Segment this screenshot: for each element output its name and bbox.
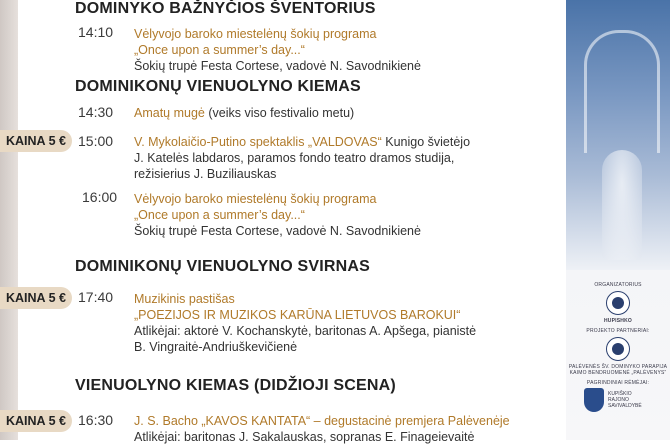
event-title: Vėlyvojo baroko miestelėnų šokių programa	[134, 27, 377, 41]
event-time: 15:00	[78, 133, 114, 149]
support-label: PAGRINDINIAI RĖMĖJAI:	[586, 380, 650, 386]
event-performers-cont: B. Vingraitė-Andriuškevičienė	[134, 340, 298, 354]
event-time: 17:40	[78, 289, 114, 305]
section-title: DOMINIKONŲ VIENUOLYNO KIEMAS	[75, 78, 361, 95]
sidebar-panel	[566, 0, 670, 440]
event-performer: J. Katelės labdaros, paramos fondo teatro dramos studija,	[134, 151, 455, 165]
arch-decoration	[584, 30, 660, 153]
sponsor-municipality: KUPIŠKIO RAJONO SAVIVALDYBĖ	[608, 391, 642, 409]
event-performers: Atlikėjai: aktorė V. Kochanskytė, baritonas A. Apšega, pianistė	[134, 324, 477, 338]
event-title-highlight: V. Mykolaičio-Putino spektaklis „VALDOVAS“	[134, 135, 382, 149]
organizer-label: ORGANIZATORIUS	[594, 282, 642, 288]
price-badge: KAINA 5 €	[0, 410, 72, 432]
section-title: DOMINIKONŲ VIENUOLYNO SVIRNAS	[75, 258, 371, 275]
section-title: DOMINYKO BAŽNYČIOS ŠVENTORIUS	[75, 0, 376, 17]
partner-community: KAIMO BENDRUOMENĖ „PALĖVENYS“	[569, 370, 667, 376]
event-performer: Šokių trupė Festa Cortese, vadovė N. Savodnikienė	[134, 224, 421, 238]
left-border-strip	[0, 0, 18, 440]
event-performer: Šokių trupė Festa Cortese, vadovė N. Savodnikienė	[134, 59, 421, 73]
event-title	[134, 105, 354, 121]
event-director: režisierius J. Buziliauskas	[134, 167, 277, 181]
event-performers: Atlikėjai: baritonas J. Sakalauskas, sopranas E. Finageievaitė	[134, 430, 475, 444]
event-time: 14:30	[78, 104, 114, 120]
baroque-photo	[566, 0, 670, 270]
event-time: 16:00	[82, 189, 118, 205]
price-badge: KAINA 5 €	[0, 287, 72, 309]
section-title: VIENUOLYNO KIEMAS (DIDŽIOJI SCENA)	[75, 377, 396, 394]
event-title-note: (veiks viso festivalio metu)	[204, 106, 355, 120]
event-title: Vėlyvojo baroko miestelėnų šokių programa	[134, 192, 377, 206]
organizer-logo-text: HUPISHKO	[604, 318, 632, 324]
event-title	[134, 134, 470, 150]
event-title: Muzikinis pastišas	[134, 292, 235, 306]
event-subtitle: „Once upon a summer’s day...“	[134, 208, 305, 222]
sponsors-block	[566, 282, 670, 414]
municipality-shield-icon	[584, 388, 604, 412]
organizer-logo-icon	[606, 291, 630, 315]
event-title-highlight: Amatų mugė	[134, 106, 205, 120]
event-subtitle: „Once upon a summer’s day...“	[134, 43, 305, 57]
price-badge: KAINA 5 €	[0, 130, 72, 152]
event-time: 14:10	[78, 24, 114, 40]
partner-parish: PALĖVENĖS ŠV. DOMINYKO PARAPIJA	[568, 364, 668, 370]
partners-label: PROJEKTO PARTNERIAI:	[586, 328, 650, 334]
event-title: J. S. Bacho „KAVOS KANTATA“ – degustacinė premjera Palėvenėje	[134, 414, 510, 428]
event-time: 16:30	[78, 412, 114, 428]
event-subtitle: „POEZIJOS IR MUZIKOS KARŪNA LIETUVOS BAROKUI“	[134, 308, 461, 322]
sponsor-row	[566, 386, 670, 414]
statue-decoration	[602, 150, 642, 260]
event-title-note: Kunigo švietėjo	[381, 135, 471, 149]
parish-logo-icon	[606, 337, 630, 361]
